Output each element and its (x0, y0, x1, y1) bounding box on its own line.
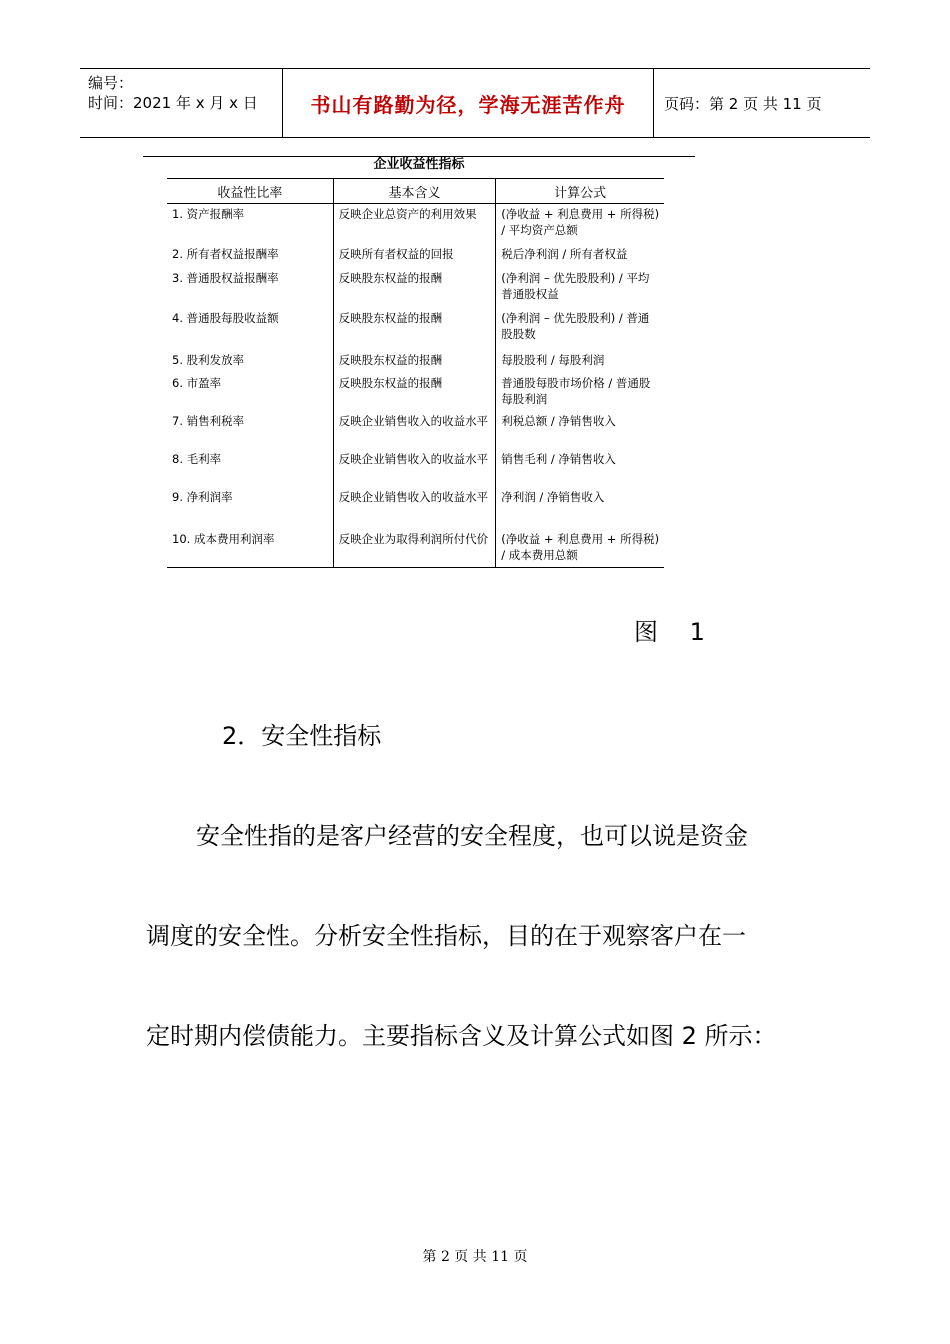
table-row (167, 529, 664, 568)
ratio-formula: (净收益 + 利息费用 + 所得税) / 平均资产总额 (496, 204, 664, 244)
ratio-meaning: 反映股东权益的报酬 (333, 373, 496, 411)
table-row (167, 308, 664, 350)
table-row (167, 350, 664, 373)
ratio-name: 4. 普通股每股收益额 (172, 310, 279, 325)
ratio-formula: (净收益 + 利息费用 + 所得税) / 成本费用总额 (496, 529, 664, 568)
ratio-name: 7. 销售利税率 (172, 413, 245, 428)
figure-caption: 图 1 (634, 618, 717, 646)
ratio-meaning: 反映企业为取得利润所付代价 (333, 529, 496, 568)
ratio-name: 9. 净利润率 (172, 489, 233, 504)
ratio-meaning: 反映股东权益的报酬 (333, 350, 496, 373)
date-label: 时间：2021 年 x 月 x 日 (88, 94, 258, 112)
ratio-meaning: 反映企业销售收入的收益水平 (333, 449, 496, 487)
ratio-formula: 净利润 / 净销售收入 (496, 487, 664, 529)
paragraph-line: 定时期内偿债能力。主要指标含义及计算公式如图 2 所示： (146, 1022, 777, 1050)
document-header (80, 68, 870, 138)
paragraph-line: 调度的安全性。分析安全性指标，目的在于观察客户在一 (146, 922, 746, 950)
section-heading: 2．安全性指标 (222, 722, 382, 750)
ratio-meaning: 反映企业销售收入的收益水平 (333, 411, 496, 449)
column-header: 基本含义 (333, 179, 496, 204)
ratio-name: 1. 资产报酬率 (172, 207, 245, 221)
ratio-name: 3. 普通股权益报酬率 (172, 270, 279, 285)
table-header-row (167, 179, 664, 204)
table-row (167, 487, 664, 529)
page-footer: 第 2 页 共 11 页 (422, 1249, 528, 1265)
ratio-formula: (净利润 – 优先股股利) / 平均普通股权益 (496, 268, 664, 308)
table-row (167, 449, 664, 487)
ratio-formula: 普通股每股市场价格 / 普通股每股利润 (496, 373, 664, 411)
number-label: 编号： (88, 74, 134, 92)
ratio-name: 10. 成本费用利润率 (167, 529, 333, 568)
column-header: 收益性比率 (167, 179, 333, 204)
ratio-formula: (净利润 – 优先股股利) / 普通股股数 (496, 308, 664, 350)
indicator-table (167, 178, 664, 568)
page-info: 页码：第 2 页 共 11 页 (664, 94, 822, 113)
ratio-name: 5. 股利发放率 (172, 352, 245, 367)
ratio-meaning: 反映企业销售收入的收益水平 (333, 487, 496, 529)
ratio-formula: 销售毛利 / 净销售收入 (496, 449, 664, 487)
ratio-formula: 利税总额 / 净销售收入 (496, 411, 664, 449)
table-row (167, 204, 664, 244)
motto: 书山有路勤为径，学海无涯苦作舟 (310, 92, 626, 117)
ratio-meaning: 反映股东权益的报酬 (333, 268, 496, 308)
column-header: 计算公式 (496, 179, 664, 204)
ratio-name: 2. 所有者权益报酬率 (172, 246, 279, 261)
table-row (167, 244, 664, 268)
header-motto-cell (283, 69, 654, 137)
header-meta-cell (80, 69, 283, 137)
ratio-formula: 税后净利润 / 所有者权益 (496, 244, 664, 268)
ratio-name: 8. 毛利率 (172, 451, 222, 466)
ratio-meaning: 反映股东权益的报酬 (333, 308, 496, 350)
ratio-formula: 每股股利 / 每股利润 (496, 350, 664, 373)
header-page-cell (654, 69, 870, 137)
table-row (167, 373, 664, 411)
table-row (167, 268, 664, 308)
paragraph-line: 安全性指的是客户经营的安全程度，也可以说是资金 (196, 822, 748, 850)
ratio-name: 6. 市盈率 (172, 375, 222, 390)
ratio-meaning: 反映企业总资产的利用效果 (333, 204, 496, 244)
ratio-meaning: 反映所有者权益的回报 (333, 244, 496, 268)
figure-title: 企业收益性指标 (373, 157, 465, 172)
table-row (167, 411, 664, 449)
